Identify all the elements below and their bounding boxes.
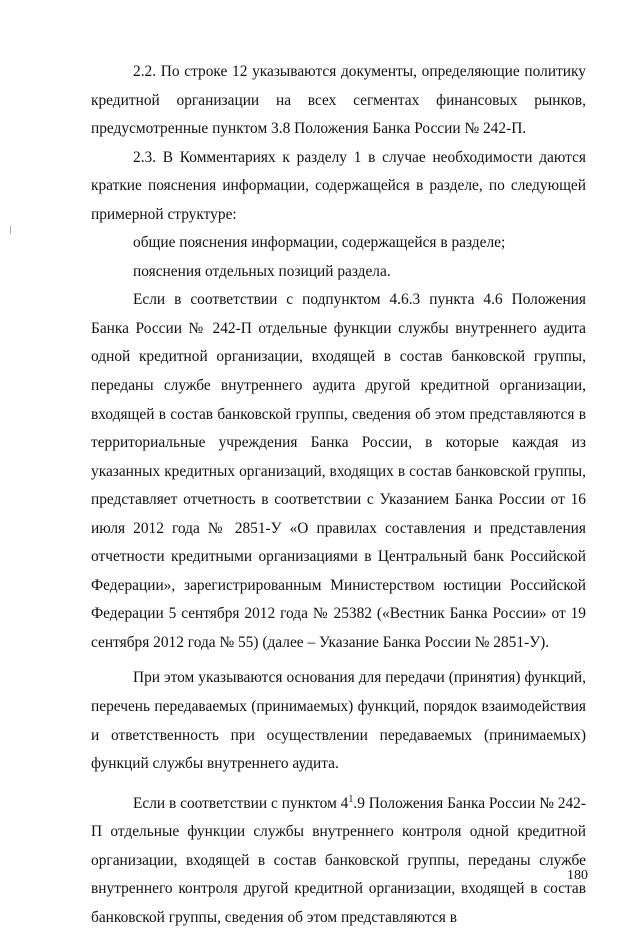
superscript-1: 1: [348, 793, 354, 805]
scan-margin-mark: [10, 226, 11, 234]
paragraph-audit-transfer: Если в соответствии с подпунктом 4.6.3 пункта 4.6 Положения Банка России № 242-П отдельные функции службы внутреннего аудита одной кредитной организации, входящей в состав банковской группы, переданы службе внутреннего аудита другой кредитной организации, входящей в состав банковской группы, сведения об этом представляются в территориальные учреждения Банка России, в которые каждая из указанных кредитных организаций, входящих в состав банковской группы, представляет отчетность в соответствии с Указанием Банка России от 16 июля 2012 года № 2851-У «О правилах составления и представления отчетности кредитными организациями в Центральный банк Российской Федерации», зарегистрированным Министерством юстиции Российской Федерации 5 сентября 2012 года № 25382 («Вестник Банка России» от 19 сентября 2012 года № 55) (далее – Указание Банка России № 2851-У).: [91, 291, 586, 651]
page-number: 180: [567, 868, 588, 883]
paragraph-part-2: .9 Положения Банка России № 242-П отдельные функции службы внутреннего контроля одной кредитной организации, входящей в состав банковской группы, переданы службе внутреннего контроля другой кредитной организации, входящей в состав банковской группы, сведения об этом представляются в: [91, 794, 586, 926]
paragraph-2-3: 2.3. В Комментариях к разделу 1 в случае необходимости даются краткие пояснения информации, содержащейся в разделе, по следующей примерной структуре:: [91, 148, 586, 223]
paragraph-control-transfer: [91, 786, 586, 933]
list-item-positions: пояснения отдельных позиций раздела.: [133, 262, 391, 280]
body-text: [91, 58, 586, 933]
paragraph-part-1: Если в соответствии с пунктом 4: [133, 794, 349, 812]
paragraph-grounds: При этом указываются основания для передачи (принятия) функций, перечень передаваемых (принимаемых) функций, порядок взаимодействия и ответственность при осуществлении передаваемых (принимаемых) функций службы внутреннего аудита.: [91, 669, 586, 773]
list-item-general: общие пояснения информации, содержащейся в разделе;: [133, 234, 506, 252]
paragraph-2-2: 2.2. По строке 12 указываются документы, определяющие политику кредитной организации на всех сегментах финансовых рынков, предусмотренные пунктом 3.8 Положения Банка России № 242-П.: [91, 63, 586, 138]
